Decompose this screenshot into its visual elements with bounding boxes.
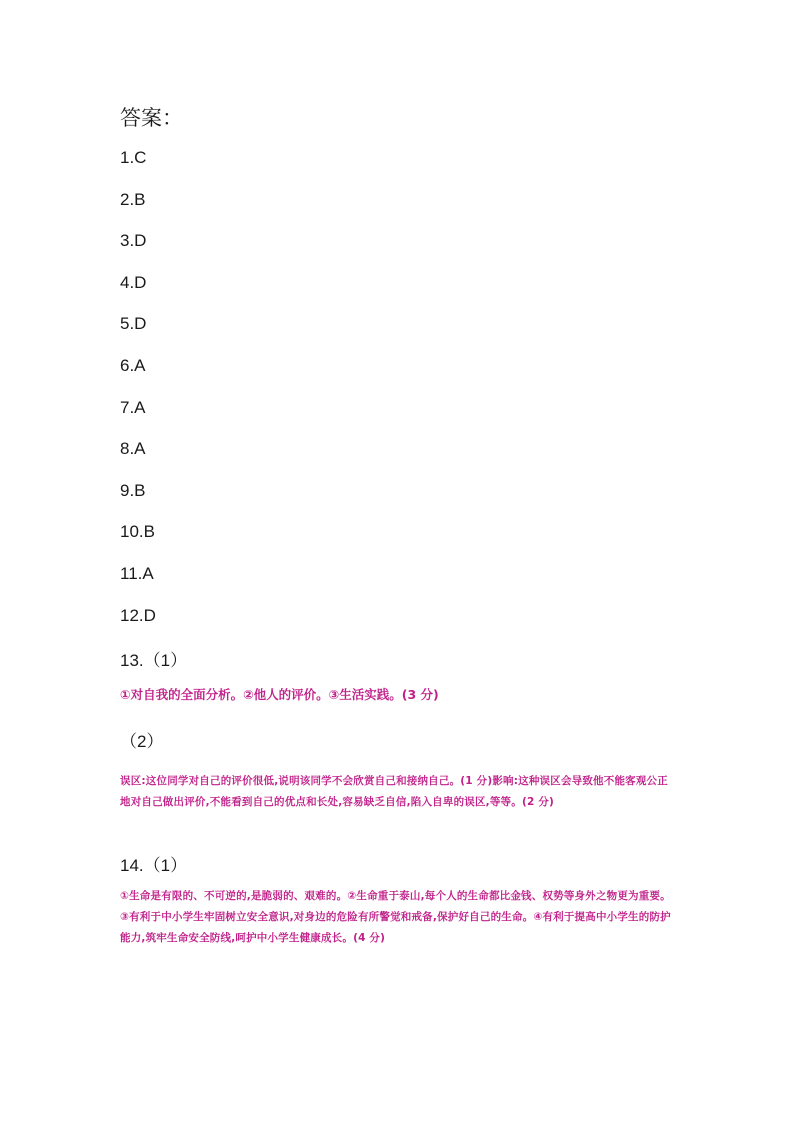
- answer-item: 9.B: [120, 480, 146, 500]
- answer-item: 6.A: [120, 355, 146, 375]
- answer-item: 1.C: [120, 148, 147, 167]
- question-14-part1-answer: ①生命是有限的、不可逆的,是脆弱的、艰难的。②生命重于泰山,每个人的生命都比金钱、权势等身外之物更为重要。③有利于中小学生牢固树立安全意识,对身边的危险有所警觉和戒备,保护好自己的生命。④有利于提高中小学生的防护能力,筑牢生命安全防线,呵护中小学生健康成长。(4 分): [120, 890, 671, 944]
- question-13-part1-answer: ①对自我的全面分析。②他人的评价。③生活实践。(3 分): [120, 687, 439, 702]
- question-13-heading: 13.（1）: [120, 651, 188, 670]
- answer-item: 5.D: [120, 314, 147, 334]
- answer-item: 4.D: [120, 272, 147, 292]
- page-title: 答案：: [120, 106, 183, 130]
- question-13-part2-heading: （2）: [120, 732, 164, 751]
- answer-item: 10.B: [120, 522, 155, 542]
- answer-item: 8.A: [120, 439, 146, 459]
- question-14-heading: 14.（1）: [120, 856, 188, 875]
- question-13-part2-answer: 误区:这位同学对自己的评价很低,说明该同学不会欣赏自己和接纳自己。(1 分)影响:这种误区会导致他不能客观公正地对自己做出评价,不能看到自己的优点和长处,容易缺乏自信,陷入自卑的误区,等等。(2 分): [120, 775, 668, 808]
- answer-item: 7.A: [120, 397, 146, 417]
- answer-list: [120, 146, 156, 645]
- answer-item: 11.A: [120, 563, 154, 583]
- answer-item: 3.D: [120, 231, 147, 251]
- answer-item: 2.B: [120, 189, 146, 209]
- answer-item: 12.D: [120, 605, 156, 625]
